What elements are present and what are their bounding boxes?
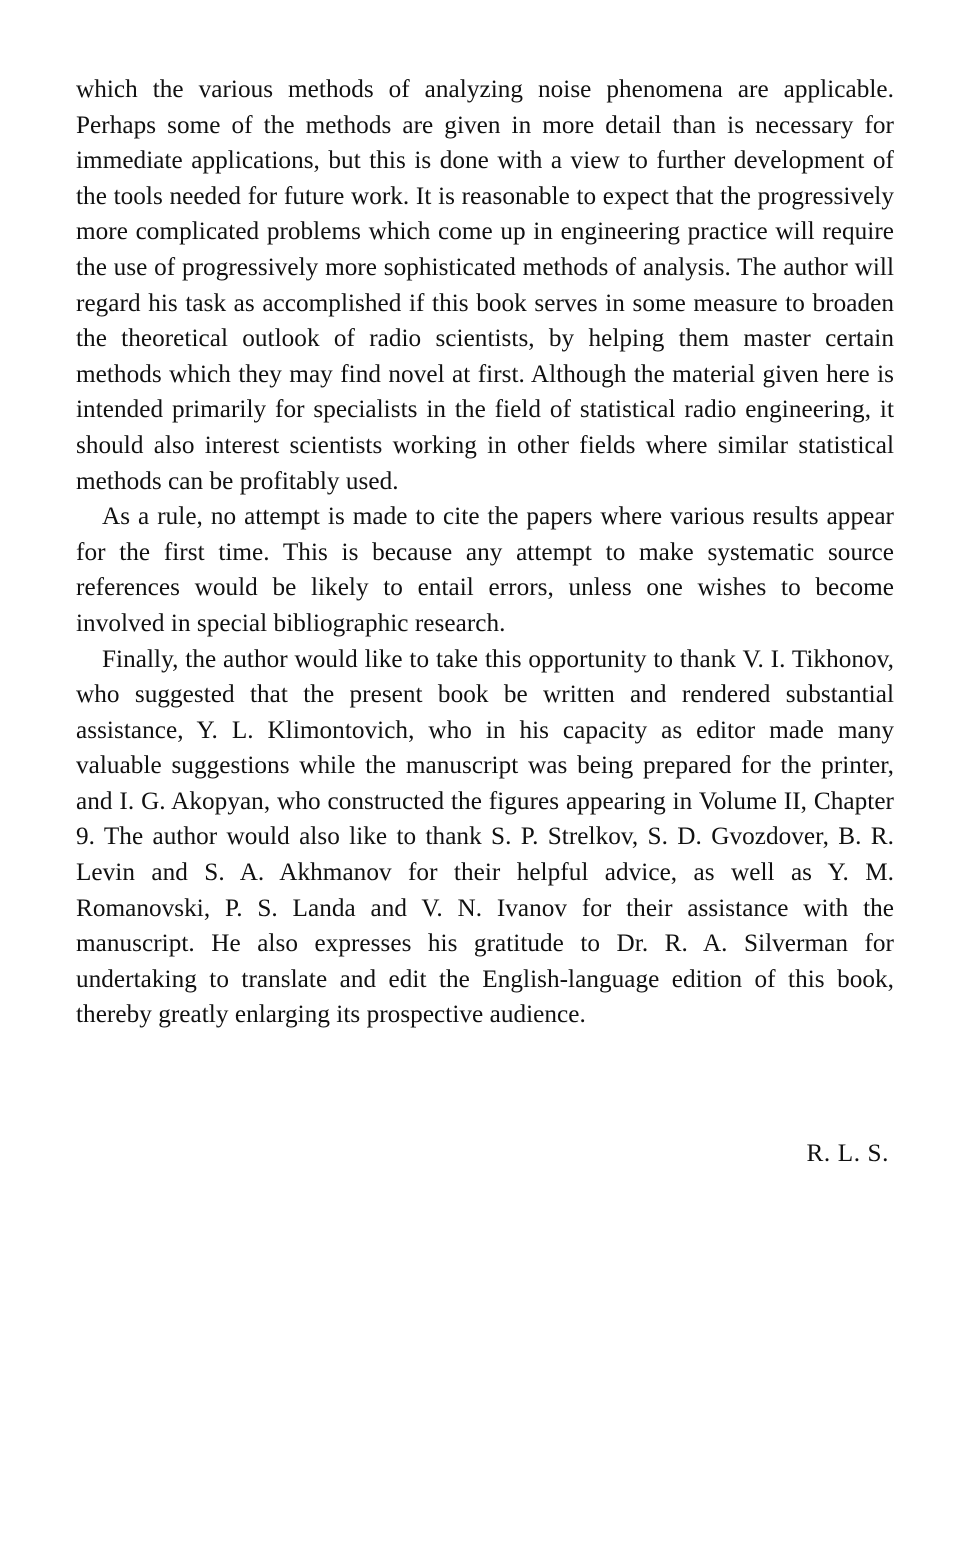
paragraph-continuation: which the various methods of analyzing noise phenomena are applicable. Perhaps some of the methods are given in more detail than is necessary for immediate applications, but this is done with a view to further development of the tools needed for future work. It is reasonable to expect that the progressively more complicated problems which come up in engineering practice will require the use of progressively more sophisticated methods of analysis. The author will regard his task as accomplished if this book serves in some measure to broaden the theoretical outlook of radio scientists, by helping them master certain methods which they may find novel at first. Although the material given here is intended primarily for specialists in the field of statistical radio engineering, it should also interest scientists working in other fields where similar statistical methods can be profitably used. — [76, 76, 894, 495]
paragraph-acknowledgements: Finally, the author would like to take this opportunity to thank V. I. Tikhonov, who suggested that the present book be written and rendered substantial assistance, Y. L. Klimontovich, who in his capacity as editor made many valuable suggestions while the manuscript was being prepared for the printer, and I. G. Akopyan, who constructed the figures appearing in Volume II, Chapter 9. The author would also like to thank S. P. Strelkov, S. D. Gvozdover, B. R. Levin and S. A. Akhmanov for their helpful advice, as well as Y. M. Romanovski, P. S. Landa and V. N. Ivanov for their assistance with the manuscript. He also expresses his gratitude to Dr. R. A. Silverman for undertaking to translate and edit the English-language edition of this book, thereby greatly enlarging its prospective audience. — [76, 645, 894, 1029]
author-initials: R. L. S. — [806, 1140, 889, 1167]
paragraph-citations-note: As a rule, no attempt is made to cite the papers where various results appear for the first time. This is because any attempt to make systematic source references would be likely to entail errors, unless one wishes to become involved in special bibliographic research. — [76, 503, 894, 637]
page-body — [76, 72, 894, 1033]
